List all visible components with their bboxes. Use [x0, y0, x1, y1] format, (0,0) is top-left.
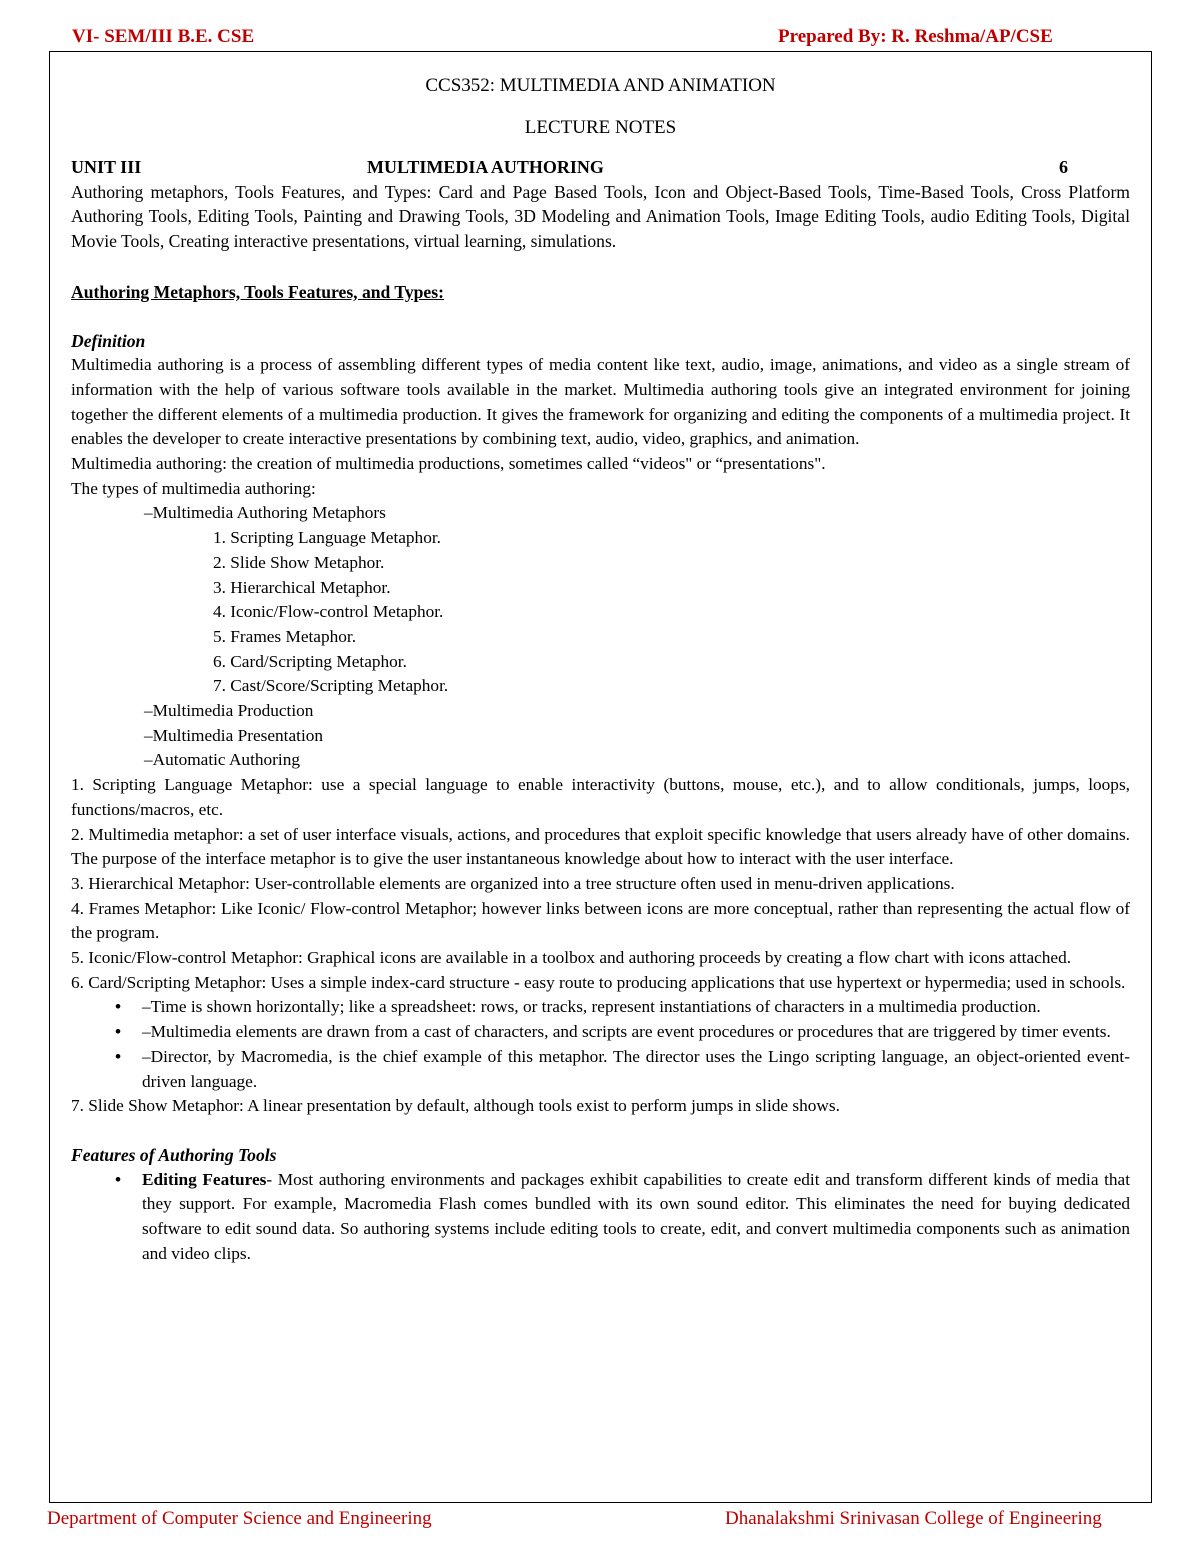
explanation-paragraph: 1. Scripting Language Metaphor: use a special language to enable interactivity (buttons, mouse, etc.), and to allow conditionals, jumps, loops, functions/macros, etc.: [71, 775, 1130, 819]
footer-college: Dhanalakshmi Srinivasan College of Engineering: [725, 1508, 1102, 1529]
header-author: Prepared By: R. Reshma/AP/CSE: [778, 26, 1053, 47]
types-intro: The types of multimedia authoring:: [71, 478, 316, 498]
bullet-text: –Time is shown horizontally; like a spreadsheet: rows, or tracks, represent instantiations of characters in a multimedia production.: [142, 997, 1041, 1017]
header-course-info: VI- SEM/III B.E. CSE: [72, 26, 255, 47]
bullet-icon: •: [115, 997, 122, 1017]
bullet-item: [71, 1020, 1130, 1045]
course-title: CCS352: MULTIMEDIA AND ANIMATION: [425, 75, 776, 96]
definition-block: [71, 353, 1130, 1119]
bullet-item: [71, 1045, 1130, 1094]
explanation-paragraph: 2. Multimedia metaphor: a set of user interface visuals, actions, and procedures that exploit specific knowledge that users already have of other domains. The purpose of the interface metaphor is to give the user instantaneous knowledge about how to interact with the user interface.: [71, 824, 1130, 869]
unit-heading: [71, 155, 1130, 180]
types-list-item: –Multimedia Production: [144, 701, 314, 721]
bullet-icon: •: [115, 1022, 122, 1042]
explanation-paragraph: 4. Frames Metaphor: Like Iconic/ Flow-control Metaphor; however links between icons are more conceptual, rather than representing the actual flow of the program.: [71, 898, 1130, 943]
types-list-item: –Multimedia Presentation: [144, 725, 324, 745]
bullet-icon: •: [115, 1169, 122, 1189]
feature-description: - Most authoring environments and packages exhibit capabilities to create edit and transform different kinds of media that they support. For example, Macromedia Flash comes bundled with its own sound editor. This eliminates the need for buying dedicated software to edit sound data. So authoring systems include editing tools to create, edit, and convert multimedia components such as animation and video clips.: [142, 1169, 1130, 1263]
feature-name: Editing Features: [142, 1169, 267, 1189]
explanation-paragraph: 7. Slide Show Metaphor: A linear presentation by default, although tools exist to perform jumps in slide shows.: [71, 1096, 840, 1116]
metaphor-list-item: 3. Hierarchical Metaphor.: [213, 577, 391, 597]
bullet-text: –Multimedia elements are drawn from a cast of characters, and scripts are event procedures or procedures that are triggered by timer events.: [142, 1022, 1111, 1042]
explanation-paragraph: 3. Hierarchical Metaphor: User-controllable elements are organized into a tree structure often used in menu-driven applications.: [71, 873, 955, 893]
metaphor-list-item: 2. Slide Show Metaphor.: [213, 552, 385, 572]
explanation-paragraph: 5. Iconic/Flow-control Metaphor: Graphical icons are available in a toolbox and authoring proceeds by creating a flow chart with icons attached.: [71, 948, 1072, 968]
unit-label: UNIT III: [71, 157, 142, 177]
features-block: [71, 1168, 1130, 1267]
metaphor-list-item: 7. Cast/Score/Scripting Metaphor.: [213, 676, 449, 696]
types-list-item: –Automatic Authoring: [144, 750, 300, 770]
unit-hours: 6: [1059, 157, 1068, 177]
explanation-paragraph: 6. Card/Scripting Metaphor: Uses a simple index-card structure - easy route to producing applications that use hypertext or hypermedia; used in schools.: [71, 972, 1126, 992]
metaphor-list-item: 6. Card/Scripting Metaphor.: [213, 651, 407, 671]
features-heading: Features of Authoring Tools: [71, 1145, 277, 1165]
definition-line: Multimedia authoring: the creation of multimedia productions, sometimes called “videos" or “presentations".: [71, 454, 826, 474]
metaphor-list-item: 1. Scripting Language Metaphor.: [213, 528, 441, 548]
metaphor-list-item: 4. Iconic/Flow-control Metaphor.: [213, 602, 444, 622]
unit-title: MULTIMEDIA AUTHORING: [367, 157, 604, 177]
metaphor-list-item: 5. Frames Metaphor.: [213, 626, 357, 646]
definition-heading: Definition: [71, 330, 146, 351]
page-content: [71, 72, 1130, 1267]
footer-department: Department of Computer Science and Engineering: [47, 1508, 432, 1529]
bullet-item: [71, 995, 1130, 1020]
bullet-text: –Director, by Macromedia, is the chief example of this metaphor. The director uses the Lingo scripting language, an object-oriented event-driven language.: [142, 1046, 1130, 1091]
notes-title: LECTURE NOTES: [524, 117, 677, 138]
feature-item: [71, 1168, 1130, 1267]
definition-paragraph: Multimedia authoring is a process of assembling different types of media content like text, audio, image, animations, and video as a single stream of information with the help of various software tools available in the market. Multimedia authoring tools give an integrated environment for joining together the different elements of a multimedia production. It gives the framework for organizing and editing the components of a multimedia project. It enables the developer to create interactive presentations by combining text, audio, video, graphics, and animation.: [71, 355, 1130, 449]
section-heading: Authoring Metaphors, Tools Features, and Types:: [71, 281, 444, 302]
unit-syllabus: Authoring metaphors, Tools Features, and Types: Card and Page Based Tools, Icon and Object-Based Tools, Time-Based Tools, Cross Platform Authoring Tools, Editing Tools, Painting and Drawing Tools, 3D Modeling and Animation Tools, Image Editing Tools, audio Editing Tools, Digital Movie Tools, Creating interactive presentations, virtual learning, simulations.: [71, 181, 1130, 252]
bullet-icon: •: [115, 1046, 122, 1066]
types-metaphors-label: –Multimedia Authoring Metaphors: [144, 503, 386, 523]
